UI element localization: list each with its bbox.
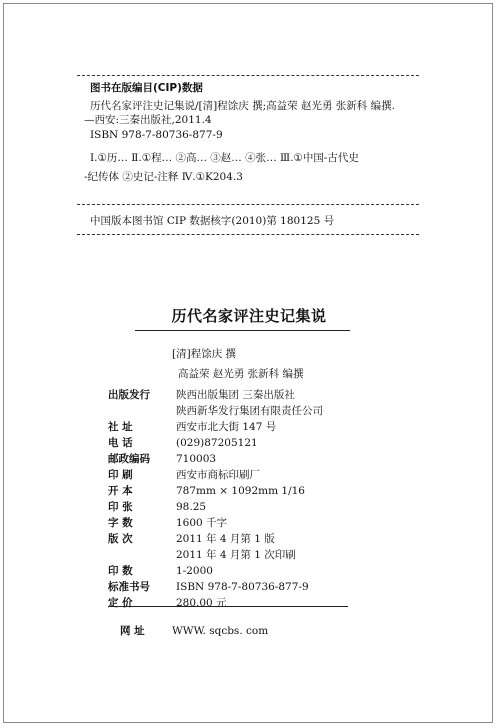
cip-isbn: ISBN 978-7-80736-877-9 [90, 129, 223, 141]
book-editors: 高益荣 赵光勇 张新科 编撰 [178, 368, 304, 380]
colophon-value: 710003 [176, 453, 217, 465]
cip-entry-line2: —西安:三秦出版社,2011.4 [84, 114, 212, 126]
cip-record-number: 中国版本图书馆 CIP 数据核字(2010)第 180125 号 [90, 215, 335, 227]
colophon-label: 定 价 [108, 597, 133, 609]
colophon-label: 印 张 [108, 501, 133, 513]
title-rule [135, 330, 350, 331]
colophon-value: 1-2000 [176, 565, 213, 577]
cip-top-divider [77, 75, 419, 76]
cip-classification-line2: -纪传体 ②史记-注释 Ⅳ.①K204.3 [84, 171, 243, 183]
cip-entry-line1: 历代名家评注史记集说/[清]程馀庆 撰;高益荣 赵光勇 张新科 编撰. [90, 100, 395, 112]
colophon-label: 电 话 [108, 437, 133, 449]
colophon-value: (029)87205121 [176, 437, 258, 449]
colophon-value: 陕西新华发行集团有限责任公司 [176, 405, 323, 417]
colophon-value: 787mm × 1092mm 1/16 [176, 485, 305, 497]
colophon-label: 社 址 [108, 421, 133, 433]
cip-header: 图书在版编目(CIP)数据 [90, 82, 203, 94]
colophon-value: 陕西出版集团 三秦出版社 [176, 389, 295, 401]
colophon-value: 280.00 元 [176, 597, 227, 609]
colophon-value: 西安市北大街 147 号 [176, 421, 277, 433]
colophon-label: 印 刷 [108, 469, 133, 481]
colophon-label: 标准书号 [108, 581, 150, 593]
colophon-label: 版 次 [108, 533, 133, 545]
colophon-label: 印 数 [108, 565, 133, 577]
cip-middle-divider [77, 204, 419, 205]
website-url[interactable]: WWW. sqcbs. com [172, 625, 269, 637]
colophon-value: 1600 千字 [176, 517, 228, 529]
colophon-value: 2011 年 4 月第 1 次印刷 [176, 549, 296, 561]
colophon-value: ISBN 978-7-80736-877-9 [176, 581, 309, 593]
cip-bottom-divider [77, 234, 419, 235]
colophon-bottom-rule [108, 606, 348, 607]
colophon-label: 开 本 [108, 485, 133, 497]
colophon-value: 2011 年 4 月第 1 版 [176, 533, 275, 545]
book-author: [清]程馀庆 撰 [172, 348, 237, 360]
colophon-label: 出版发行 [108, 389, 150, 401]
colophon-label: 邮政编码 [108, 453, 150, 465]
colophon-value: 98.25 [176, 501, 207, 513]
colophon-label: 字 数 [108, 517, 133, 529]
book-title: 历代名家评注史记集说 [171, 307, 327, 325]
cip-classification-line1: Ⅰ.①历… Ⅱ.①程… ②高… ③赵… ④张… Ⅲ.①中国-古代史 [90, 152, 359, 164]
website-label: 网 址 [120, 625, 145, 637]
colophon-value: 西安市商标印刷厂 [176, 469, 260, 481]
